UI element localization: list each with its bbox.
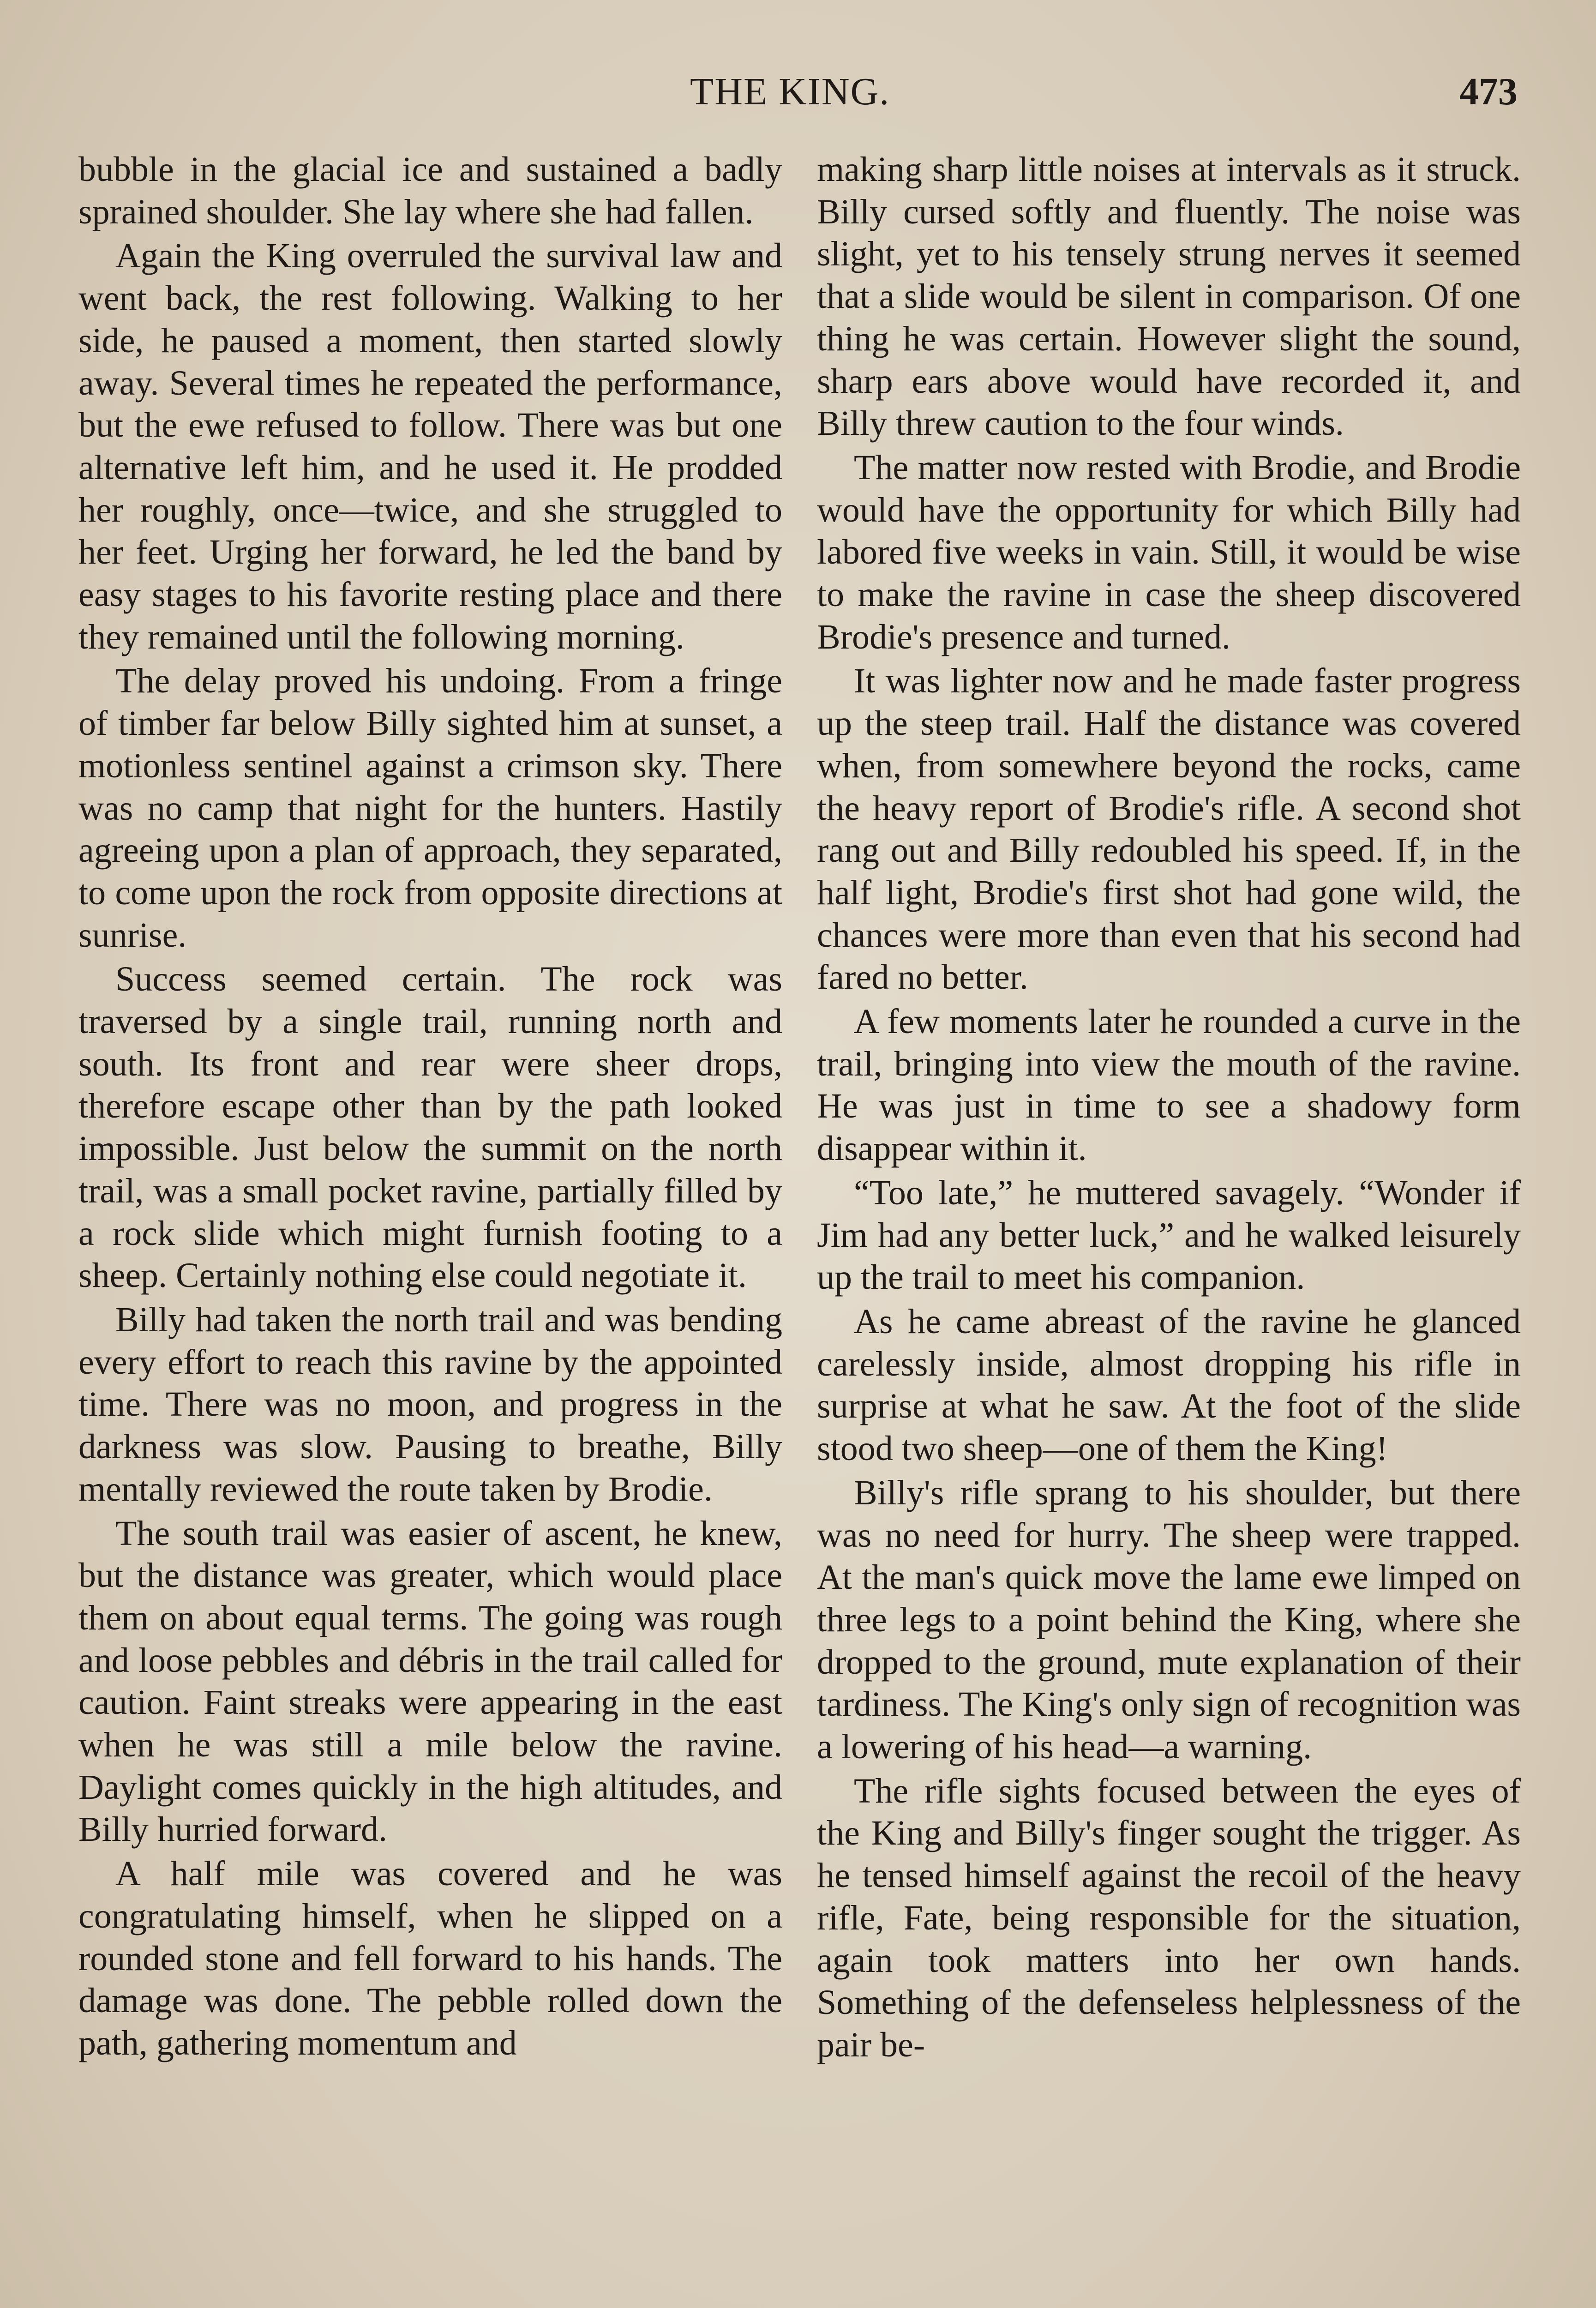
paragraph: Again the King overruled the survival law and went back, the rest following. Walking to her side, he paused a moment, then started slowly away. Several times he repeated the performance, but the ewe refused to follow. There was but one alternative left him, and he used it. He prodded her roughly, once—twice, and she struggled to her feet. Urging her forward, he led the band by easy stages to his favorite resting place and there they remained until the following morning. [78, 236, 782, 656]
paragraph: A half mile was covered and he was congratulating himself, when he slipped on a rounded stone and fell forward to his hands. The damage was done. The pebble rolled down the path, gathering momentum and [78, 1854, 782, 2062]
paragraph: The delay proved his undoing. From a fringe of timber far below Billy sighted him at sunset, a motionless sentinel against a crimson sky. There was no camp that night for the hunters. Hastily agreeing upon a plan of approach, they separated, to come upon the rock from opposite directions at sunrise. [78, 661, 782, 955]
paragraph: making sharp little noises at intervals as it struck. Billy cursed softly and fluently. The noise was slight, yet to his tensely strung nerves it seemed that a slide would be silent in comparison. Of one thing he was certain. However slight the sound, sharp ears above would have recorded it, and Billy threw caution to the four winds. [817, 150, 1521, 443]
paragraph: Success seemed certain. The rock was traversed by a single trail, running north and south. Its front and rear were sheer drops, therefore escape other than by the path looked impossible. Just below the summit on the north trail, was a small pocket ravine, partially filled by a rock slide which might furnish footing to a sheep. Certainly nothing else could negotiate it. [78, 960, 782, 1295]
paragraph: “Too late,” he muttered savagely. “Wonder if Jim had any better luck,” and he walked leisurely up the trail to meet his companion. [817, 1173, 1521, 1297]
page-number: 473 [1459, 70, 1518, 113]
paragraph: A few moments later he rounded a curve in the trail, bringing into view the mouth of the ravine. He was just in time to see a shadowy form disappear within it. [817, 1002, 1521, 1168]
paragraph: It was lighter now and he made faster progress up the steep trail. Half the distance was covered when, from somewhere beyond the rocks, came the heavy report of Brodie's rifle. A second shot rang out and Billy redoubled his speed. If, in the half light, Brodie's first shot had gone wild, the chances were more than even that his second had fared no better. [817, 661, 1521, 997]
paragraph: As he came abreast of the ravine he glanced carelessly inside, almost dropping his rifle in surprise at what he saw. At the foot of the slide stood two sheep—one of them the King! [817, 1302, 1521, 1468]
running-title: THE KING. [690, 70, 890, 113]
paragraph: bubble in the glacial ice and sustained a badly sprained shoulder. She lay where she had fallen. [78, 150, 782, 231]
paragraph: The matter now rested with Brodie, and Brodie would have the opportunity for which Billy had labored five weeks in vain. Still, it would be wise to make the ravine in case the sheep discovered Brodie's presence and turned. [817, 448, 1521, 656]
right-column [817, 149, 1521, 2068]
paragraph: The rifle sights focused between the eyes of the King and Billy's finger sought the trigger. As he tensed himself against the recoil of the heavy rifle, Fate, being responsible for the situation, again took matters into her own hands. Something of the defenseless helplessness of the pair be- [817, 1771, 1521, 2064]
paragraph: The south trail was easier of ascent, he knew, but the distance was greater, which would place them on about equal terms. The going was rough and loose pebbles and débris in the trail called for caution. Faint streaks were appearing in the east when he was still a mile below the ravine. Daylight comes quickly in the high altitudes, and Billy hurried forward. [78, 1514, 782, 1849]
paragraph: Billy's rifle sprang to his shoulder, but there was no need for hurry. The sheep were trapped. At the man's quick move the lame ewe limped on three legs to a point behind the King, where she dropped to the ground, mute explanation of their tardiness. The King's only sign of recognition was a lowering of his head—a warning. [817, 1473, 1521, 1767]
paragraph: Billy had taken the north trail and was bending every effort to reach this ravine by the appointed time. There was no moon, and progress in the darkness was slow. Pausing to breathe, Billy mentally reviewed the route taken by Brodie. [78, 1300, 782, 1509]
left-column [78, 149, 782, 2067]
